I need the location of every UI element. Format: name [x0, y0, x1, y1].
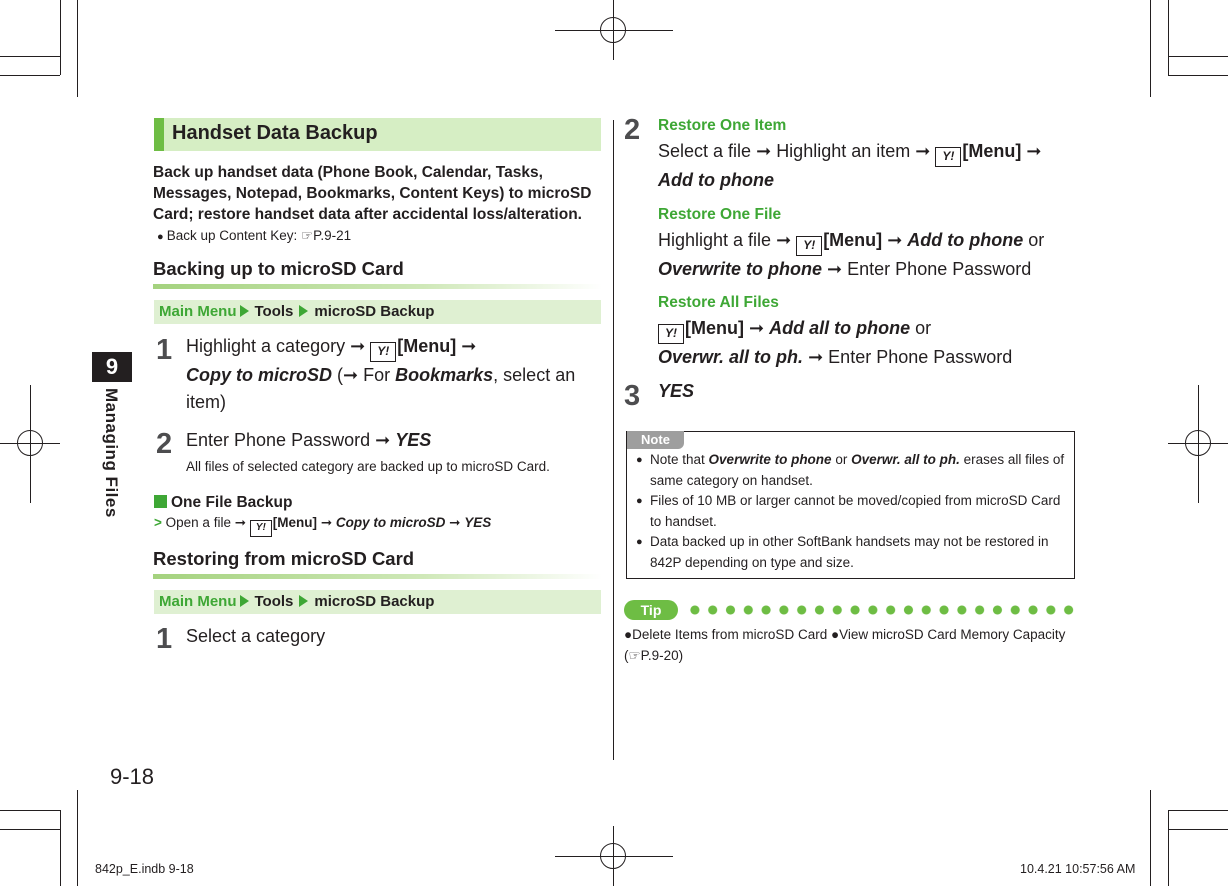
- menu-key-label: [Menu]: [397, 336, 457, 356]
- footer-right: 10.4.21 10:57:56 AM: [1020, 862, 1136, 876]
- menu-path-main: Main Menu: [159, 303, 237, 320]
- menu-path-backup: microSD Backup: [314, 593, 435, 610]
- restore-all-files-text: [658, 315, 1078, 371]
- crop-mark: [1168, 829, 1228, 830]
- note-text: or: [831, 452, 852, 467]
- tip-label: Tip: [624, 600, 678, 620]
- arrow-icon: ➞: [375, 430, 391, 450]
- step-text-part: Enter Phone Password: [186, 430, 371, 450]
- arrow-icon: ➞: [915, 141, 931, 161]
- yahoo-key-icon: Y!: [796, 236, 822, 256]
- page-ref: P.9-20: [640, 648, 679, 663]
- footer-left: 842p_E.indb 9-18: [95, 862, 194, 876]
- registration-mark: [17, 430, 43, 456]
- triangle-icon: [240, 305, 249, 317]
- column-separator: [613, 120, 614, 760]
- crop-mark: [77, 790, 78, 886]
- arrow-icon: ➞: [234, 515, 247, 530]
- tip-item: Delete Items from microSD Card: [632, 627, 831, 642]
- crop-mark: [1150, 790, 1151, 886]
- step-number: 1: [156, 623, 173, 655]
- restore-one-file-text: [658, 227, 1078, 283]
- heading-rule: [153, 574, 602, 579]
- note-list: [636, 450, 1072, 573]
- note-text: Note that: [650, 452, 709, 467]
- menu-option: Add all to phone: [769, 318, 911, 338]
- arrow-icon: ➞: [343, 365, 359, 385]
- arrow-icon: ➞: [1026, 141, 1042, 161]
- menu-option: Add to phone: [907, 230, 1024, 250]
- procedure-text: Open a file: [165, 515, 231, 530]
- bullet-icon: ●: [157, 231, 167, 243]
- section-title: Handset Data Backup: [172, 122, 378, 144]
- arrow-icon: ➞: [887, 230, 903, 250]
- crop-mark: [77, 0, 78, 97]
- yahoo-key-icon: Y!: [250, 520, 272, 537]
- menu-option: Copy to microSD: [335, 515, 446, 530]
- chapter-number-tab: 9: [92, 352, 132, 382]
- crop-mark: [1168, 0, 1169, 75]
- note-item: [636, 450, 1072, 491]
- arrow-icon: ➞: [320, 515, 333, 530]
- step-text-part: For: [358, 365, 396, 385]
- triangle-icon: [240, 595, 249, 607]
- title-accent: [154, 118, 164, 151]
- menu-option: YES: [464, 515, 492, 530]
- page-ref: P.9-21: [313, 228, 352, 243]
- menu-option: Copy to microSD: [186, 365, 333, 385]
- subsection-title: One File Backup: [171, 494, 293, 511]
- crop-mark: [1168, 56, 1228, 57]
- arrow-icon: ➞: [827, 259, 843, 279]
- bullet-icon: ●: [624, 627, 633, 642]
- step-number: 2: [624, 114, 641, 146]
- menu-path-backup: microSD Backup: [314, 303, 435, 320]
- step-text-part: or: [910, 318, 932, 338]
- step-number: 2: [156, 428, 173, 460]
- intro-bullet: [157, 225, 605, 248]
- menu-key-label: [Menu]: [962, 141, 1022, 161]
- registration-mark: [1185, 430, 1211, 456]
- registration-mark: [600, 17, 626, 43]
- arrow-icon: ➞: [350, 336, 366, 356]
- note-label: Note: [627, 431, 684, 449]
- one-file-backup-title: [154, 494, 292, 512]
- step-text-part: , select an item): [186, 365, 576, 412]
- bullet-icon: ●: [830, 627, 840, 642]
- tip-dotted-rule: [686, 604, 1078, 616]
- menu-key-label: [Menu]: [685, 318, 744, 338]
- arrow-icon: ➞: [776, 230, 792, 250]
- arrow-icon: ➞: [749, 318, 765, 338]
- menu-option: Overwrite to phone: [658, 259, 823, 279]
- backing-heading: Backing up to microSD Card: [153, 258, 404, 279]
- tip-text: ●Delete Items from microSD Card ●View microSD Card Memory Capacity (☞P.9-20): [624, 627, 1066, 663]
- crop-mark: [1168, 810, 1169, 886]
- menu-option: Overwrite to phone: [708, 452, 832, 467]
- menu-option: YES: [395, 430, 432, 450]
- menu-option: Overwr. all to ph.: [658, 347, 804, 367]
- triangle-icon: [299, 595, 308, 607]
- crop-mark: [0, 810, 60, 811]
- step-text: Select a category: [186, 626, 326, 646]
- step-text-part: Enter Phone Password: [828, 347, 1013, 367]
- note-text: erases all files of same category on handset.: [650, 452, 1065, 488]
- bullet-text: Back up Content Key:: [166, 228, 302, 243]
- arrow-icon: ➞: [461, 336, 477, 356]
- arrow-icon: ➞: [449, 515, 461, 530]
- menu-option: Add to phone: [658, 170, 774, 190]
- menu-path: [154, 300, 601, 324]
- step-subtext: All files of selected category are backed up to microSD Card.: [186, 459, 550, 474]
- restoring-heading: Restoring from microSD Card: [153, 548, 415, 569]
- step-text-part: Highlight a file: [658, 230, 772, 250]
- arrow-icon: ➞: [808, 347, 824, 367]
- yahoo-key-icon: Y!: [935, 147, 961, 167]
- crop-mark: [0, 829, 60, 830]
- crop-mark: [1168, 810, 1228, 811]
- chevron-right-icon: >: [154, 515, 162, 530]
- menu-path-tools: Tools: [254, 303, 294, 320]
- intro-paragraph: [153, 162, 605, 248]
- restore-one-item-text: [658, 138, 1078, 194]
- square-icon: [154, 495, 167, 508]
- step-text-part: Enter Phone Password: [847, 259, 1032, 279]
- crop-mark: [1168, 75, 1228, 76]
- crop-mark: [0, 75, 60, 76]
- triangle-icon: [299, 305, 308, 317]
- restore-one-item-title: Restore One Item: [658, 117, 787, 134]
- section-title-bar: [154, 118, 601, 151]
- step-number: 3: [624, 380, 641, 412]
- menu-option: Bookmarks: [395, 365, 494, 385]
- step-text: [186, 427, 596, 454]
- step-text-part: Highlight an item: [776, 141, 911, 161]
- step-text: [186, 333, 596, 416]
- menu-key-label: [Menu]: [823, 230, 883, 250]
- page-ref-icon: ☞: [301, 228, 314, 243]
- crop-mark: [0, 56, 60, 57]
- menu-option: Overwr. all to ph.: [851, 452, 960, 467]
- menu-path-main: Main Menu: [159, 593, 237, 610]
- note-item: ● Data backed up in other SoftBank handsets may not be restored in 842P depending on type and size.: [636, 532, 1072, 573]
- step-text-part: Highlight a category: [186, 336, 346, 356]
- intro-text: Back up handset data (Phone Book, Calendar, Tasks, Messages, Notepad, Bookmarks, Content Keys) to microSD Card; restore handset data after accidental loss/alteration.: [153, 164, 592, 223]
- step-text-part: or: [1023, 230, 1045, 250]
- registration-mark: [600, 843, 626, 869]
- crop-mark: [60, 810, 61, 886]
- yahoo-key-icon: Y!: [370, 342, 396, 362]
- arrow-icon: ➞: [756, 141, 772, 161]
- tip-item: View microSD Card Memory Capacity: [839, 627, 1066, 642]
- one-file-procedure: [154, 515, 491, 537]
- note-item: ● Files of 10 MB or larger cannot be moved/copied from microSD Card to handset.: [636, 491, 1072, 532]
- page-ref-icon: ☞: [628, 648, 641, 663]
- restore-one-file-title: Restore One File: [658, 206, 782, 223]
- menu-path-tools: Tools: [254, 593, 294, 610]
- menu-key-label: [Menu]: [272, 515, 318, 530]
- chapter-title: Managing Files: [102, 388, 121, 518]
- crop-mark: [1150, 0, 1151, 97]
- heading-rule: [153, 284, 602, 289]
- step-text-part: (: [332, 365, 344, 385]
- menu-path: [154, 590, 601, 614]
- crop-mark: [60, 0, 61, 75]
- restore-all-files-title: Restore All Files: [658, 294, 779, 311]
- yahoo-key-icon: Y!: [658, 324, 684, 344]
- step-number: 1: [156, 334, 173, 366]
- step-text-part: Select a file: [658, 141, 752, 161]
- step-text: YES: [658, 381, 695, 401]
- page-number: 9-18: [110, 764, 155, 789]
